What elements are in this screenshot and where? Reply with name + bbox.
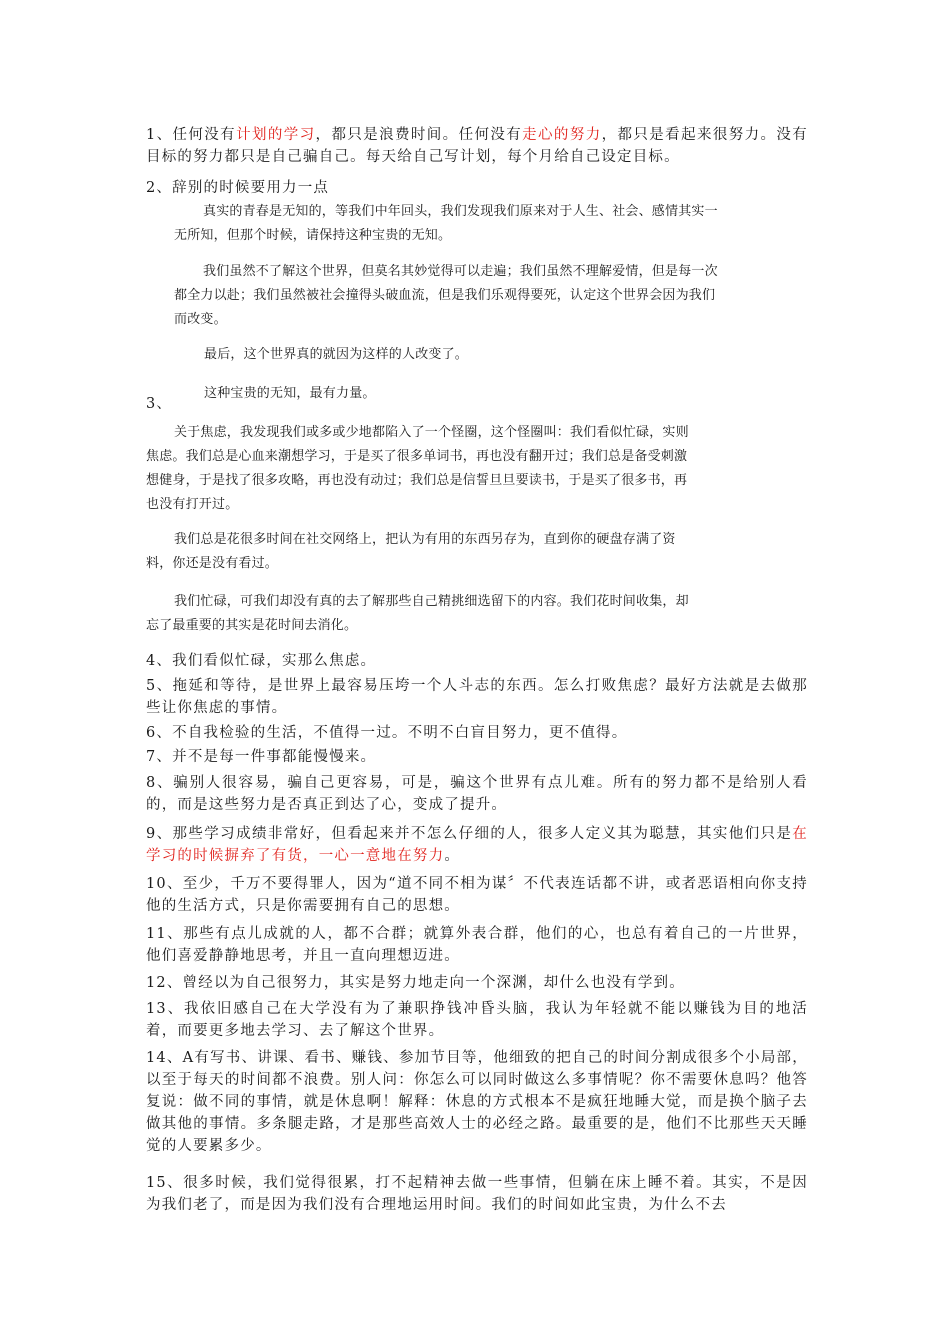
item-9	[146, 823, 808, 867]
item-1-text-a: 1、任何没有	[146, 127, 237, 143]
item-14: 14、A有写书、讲课、看书、赚钱、参加节目等，他细致的把自己的时间分割成很多个小局部，以至于每天的时间都不浪费。别人问：你怎么可以同时做这么多事情呢？你不需要休息吗？他答复说：做不同的事情，就是休息啊！解释：休息的方式根本不是疯狂地睡大觉，而是换个脑子去做其他的事情。多条腿走路，才是那些高效人士的必经之路。最重要的是，他们不比那些天天睡觉的人要累多少。	[146, 1050, 808, 1154]
quote-5: 关于焦虑，我发现我们或多或少地都陷入了一个怪圈，这个怪圈叫：我们看似忙碌，实则焦虑。我们总是心血来潮想学习，于是买了很多单词书，再也没有翻开过；我们总是备受刺激想健身，于是找了很多攻略，再也没有动过；我们总是信誓旦旦要读书，于是买了很多书，再也没有打开过。	[146, 425, 689, 512]
quote-1: 真实的青春是无知的，等我们中年回头，我们发现我们原来对于人生、社会、感情其实一无所知，但那个时候，请保持这种宝贵的无知。	[174, 204, 718, 243]
item-5: 5、拖延和等待，是世界上最容易压垮一个人斗志的东西。怎么打败焦虑？最好方法就是去做那些让你焦虑的事情。	[146, 678, 808, 716]
item-1-text-c: ，都只是浪费时间。任何没有	[315, 127, 523, 143]
item-1-text-e: ，都只是看起来很努力。没有目标的努力都只是自己骗自己。每天给自己写计划，每个月给自己设定目标。	[146, 127, 809, 165]
item-3-label: 3、	[146, 396, 173, 412]
item-15: 15、很多时候，我们觉得很累，打不起精神去做一些事情，但躺在床上睡不着。其实，不是因为我们老了，而是因为我们没有合理地运用时间。我们的时间如此宝贵，为什么不去	[146, 1175, 808, 1213]
quote-4: 这种宝贵的无知，最有力量。	[204, 386, 376, 401]
item-10: 10、至少，千万不要得罪人，因为“道不同不相为谋〞不代表连话都不讲，或者恶语相向你支持他的生活方式，只是你需要拥有自己的思想。	[146, 876, 808, 914]
item-9-highlight: 在学习的时候摒弃了有货，一心一意地在努力	[146, 826, 808, 864]
item-12: 12、曾经以为自己很努力，其实是努力地走向一个深渊，却什么也没有学到。	[146, 975, 685, 991]
item-11: 11、那些有点儿成就的人，都不合群；就算外表合群，他们的心，也总有着自己的一片世界，他们喜爱静静地思考，并且一直向理想迈进。	[146, 926, 808, 964]
item-2: 2、辞别的时候要用力一点	[146, 180, 330, 196]
quote-2: 我们虽然不了解这个世界，但莫名其妙觉得可以走遍；我们虽然不理解爱情，但是每一次都全力以赴；我们虽然被社会撞得头破血流，但是我们乐观得要死，认定这个世界会因为我们而改变。	[174, 264, 718, 327]
item-1	[146, 124, 808, 168]
item-9-text-c: 。	[444, 848, 461, 864]
quote-7: 我们忙碌，可我们却没有真的去了解那些自己精挑细选留下的内容。我们花时间收集，却忘了最重要的其实是花时间去消化。	[146, 594, 689, 633]
item-6: 6、不自我检验的生活，不值得一过。不明不白盲目努力，更不值得。	[146, 725, 628, 741]
item-13: 13、我依旧感自己在大学没有为了兼职挣钱冲昏头脑，我认为年轻就不能以赚钱为目的地活着，而要更多地去学习、去了解这个世界。	[146, 1001, 808, 1039]
item-4: 4、我们看似忙碌，实那么焦虑。	[146, 653, 377, 669]
item-8: 8、骗别人很容易，骗自己更容易，可是，骗这个世界有点儿难。所有的努力都不是给别人看的，而是这些努力是否真正到达了心，变成了提升。	[146, 775, 808, 813]
item-1-highlight-effort: 走心的努力	[522, 127, 602, 143]
item-9-text-a: 9、那些学习成绩非常好，但看起来并不怎么仔细的人，很多人定义其为聪慧，其实他们只是	[146, 826, 793, 842]
item-7: 7、并不是每一件事都能慢慢来。	[146, 749, 377, 765]
quote-6: 我们总是花很多时间在社交网络上，把认为有用的东西另存为，直到你的硬盘存满了资料，你还是没有看过。	[146, 532, 676, 571]
item-1-highlight-plan: 计划的学习	[236, 127, 316, 143]
quote-3: 最后，这个世界真的就因为这样的人改变了。	[204, 347, 469, 362]
